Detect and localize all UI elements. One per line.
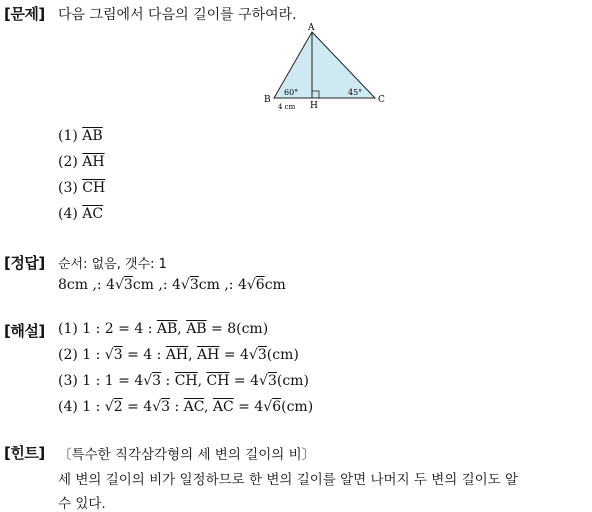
angle-c-label: 45° bbox=[348, 88, 363, 97]
problem-item-1: (1) $\overline{AB}$ bbox=[58, 128, 103, 144]
solution-line-2: (2) 1 : √3 = 4 : $\overline{AH}$, $\overline{AH} = 4√3(cm)$ bbox=[58, 347, 299, 363]
solution-tag: [해설] bbox=[4, 322, 45, 340]
label-h: H bbox=[310, 101, 318, 110]
solution-line-3: (3) 1 : 1 = 4√3 : $\overline{CH}$, $\overline{CH} = 4√3(cm)$ bbox=[58, 373, 309, 389]
length-bh-label: 4 cm bbox=[278, 103, 296, 110]
label-b: B bbox=[264, 95, 271, 105]
answer-meta: 순서: 없음, 갯수: 1 bbox=[58, 257, 167, 272]
solution-line-1: (1) 1 : 2 = 4 : $\overline{AB}$, $\overline{AB} = 8(cm)$ bbox=[58, 321, 269, 337]
problem-tag: [문제] bbox=[4, 5, 45, 23]
problem-question: 다음 그림에서 다음의 길이를 구하여라. bbox=[58, 7, 297, 23]
triangle-figure bbox=[262, 20, 392, 110]
hint-body-1: 세 변의 길이의 비가 일정하므로 한 변의 길이를 알면 나머지 두 변의 길이도 알 bbox=[58, 472, 519, 488]
label-c: C bbox=[378, 95, 385, 105]
hint-body-2: 수 있다. bbox=[58, 496, 106, 512]
angle-b-label: 60° bbox=[284, 88, 299, 97]
problem-item-2: (2) $\overline{AH}$ bbox=[58, 154, 105, 170]
problem-item-4: (4) $\overline{AC}$ bbox=[58, 206, 104, 222]
hint-title: 〔특수한 직각삼각형의 세 변의 길이의 비〕 bbox=[58, 447, 316, 463]
problem-item-3: (3) $\overline{CH}$ bbox=[58, 180, 106, 196]
hint-tag: [힌트] bbox=[4, 444, 45, 462]
label-a: A bbox=[308, 23, 315, 33]
answer-tag: [정답] bbox=[4, 254, 45, 272]
answer-line: 8cm ,: 4√3cm ,: 4√3cm ,: 4√6cm bbox=[58, 277, 286, 293]
solution-line-4: (4) 1 : √2 = 4√3 : $\overline{AC}$, $\overline{AC} = 4√6(cm)$ bbox=[58, 399, 314, 415]
